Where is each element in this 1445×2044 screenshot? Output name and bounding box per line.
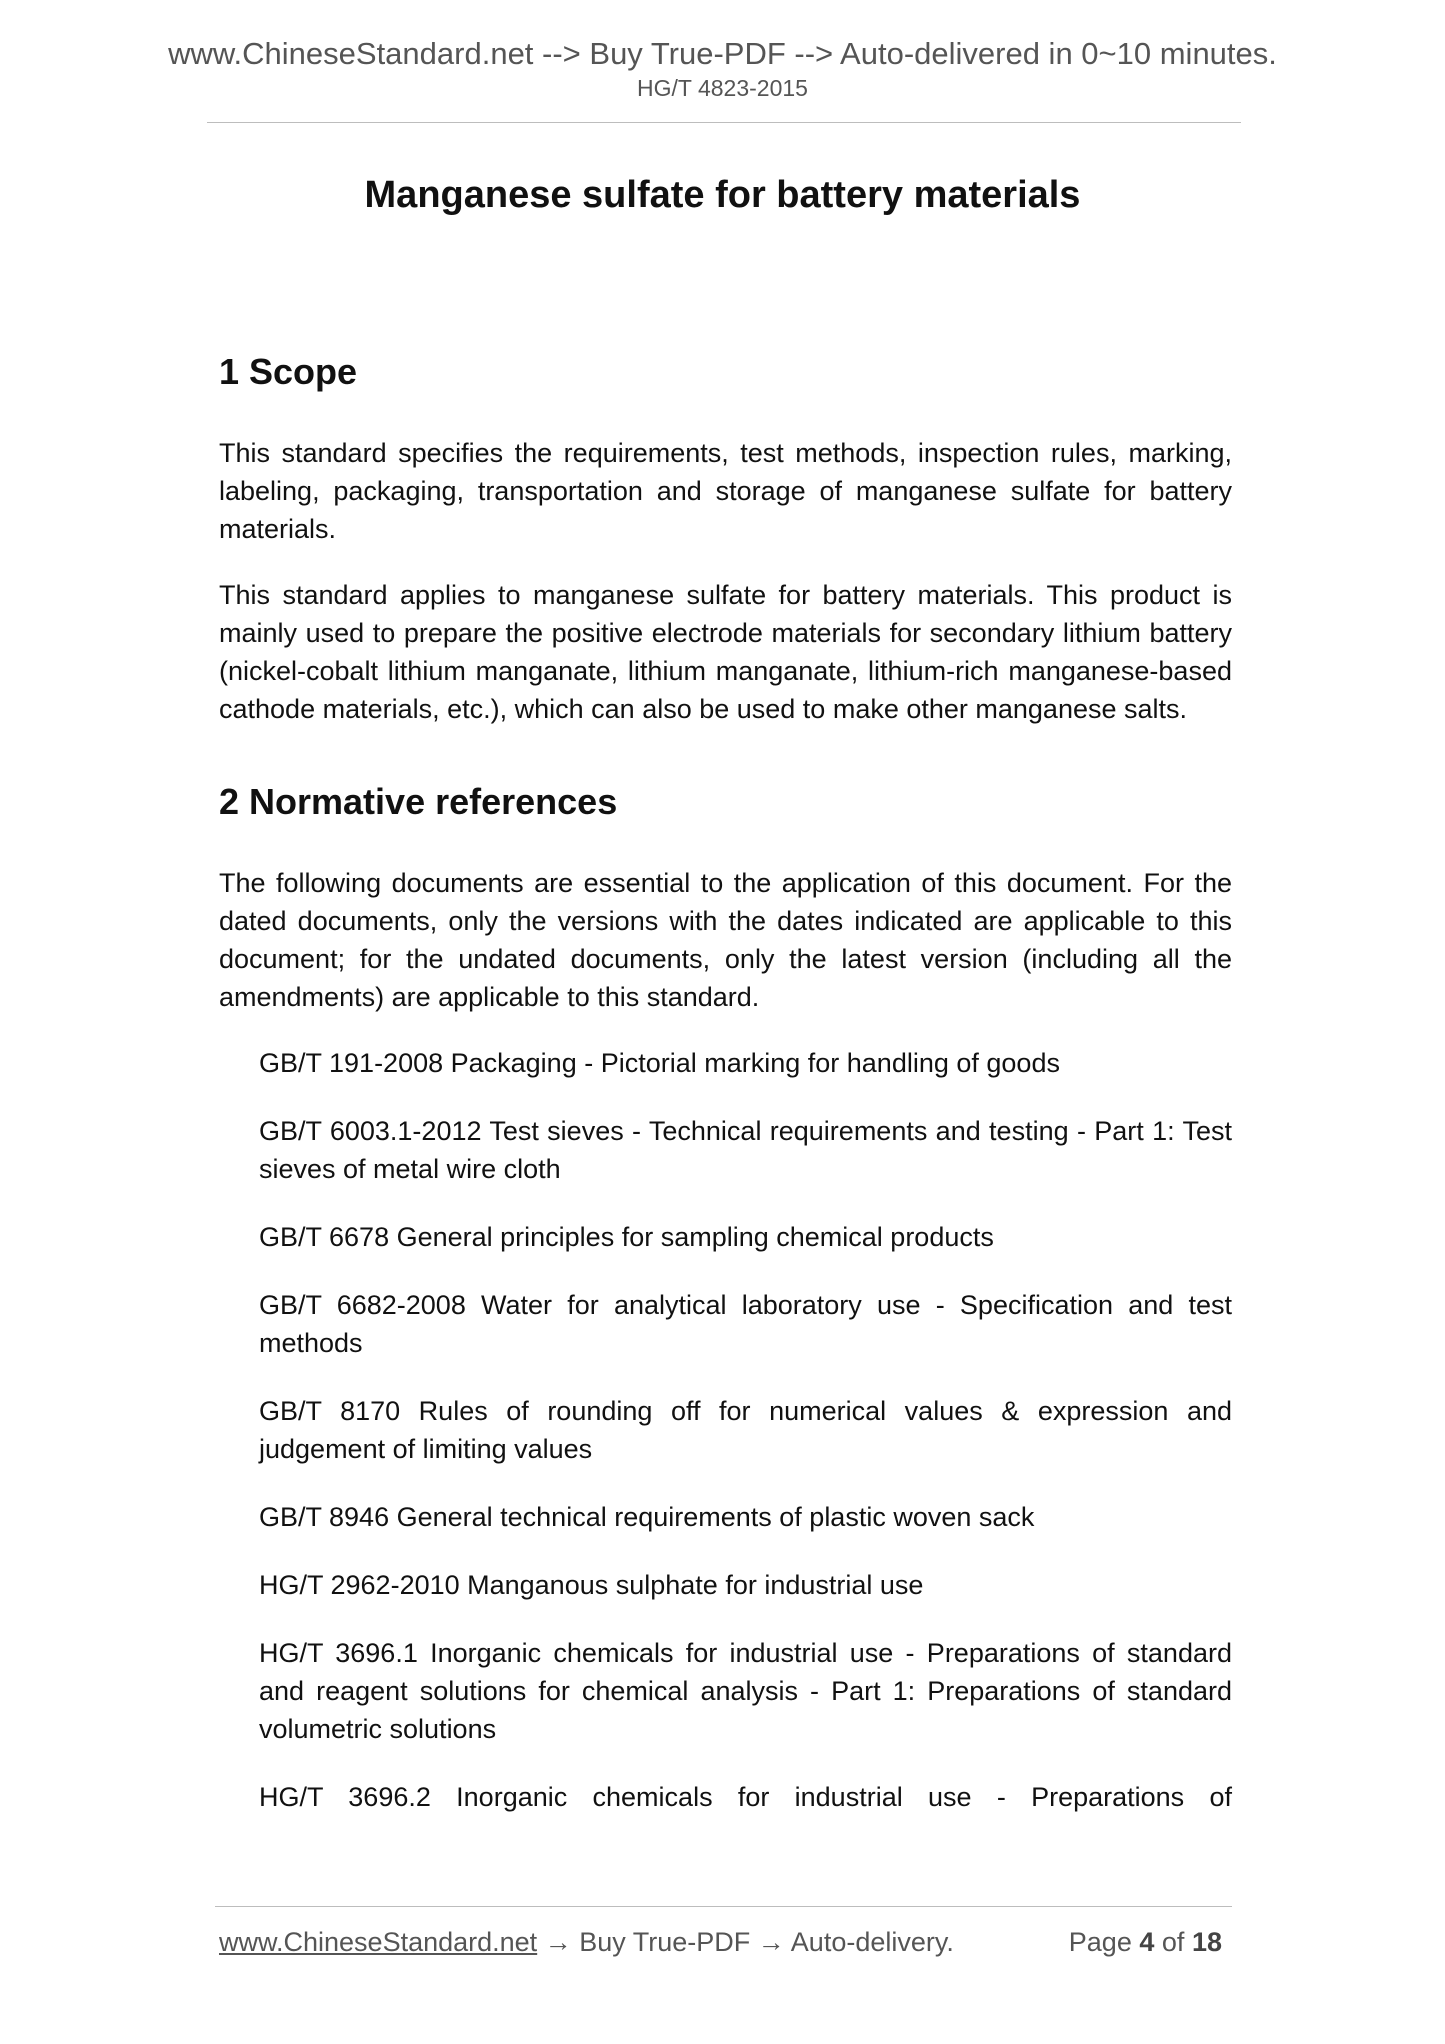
references-intro: The following documents are essential to the application of this document. For the dated documents, only the versions with the dates indicated are applicable to this document; for the undated documents, only the latest version (including all the amendments) are applicable to this standard. xyxy=(219,868,1232,1012)
section-2-heading: 2 Normative references xyxy=(219,781,618,822)
reference-item: GB/T 191-2008 Packaging - Pictorial marking for handling of goods xyxy=(259,1048,1060,1078)
reference-item: HG/T 2962-2010 Manganous sulphate for industrial use xyxy=(259,1570,924,1600)
document-body xyxy=(219,350,1232,1846)
page-indicator xyxy=(1069,1924,1222,1960)
reference-item: GB/T 6678 General principles for sampling chemical products xyxy=(259,1222,994,1252)
footer-site-link[interactable]: www.ChineseStandard.net xyxy=(219,1927,538,1957)
arrow-right-icon: → xyxy=(757,1927,785,1957)
top-banner: www.ChineseStandard.net --> Buy True-PDF --> Auto-delivered in 0~10 minutes. xyxy=(168,36,1277,71)
footer-buy-text: Buy True-PDF xyxy=(579,1927,751,1957)
header-divider xyxy=(207,122,1241,123)
reference-item: GB/T 8946 General technical requirements of plastic woven sack xyxy=(259,1502,1035,1532)
document-title: Manganese sulfate for battery materials xyxy=(364,174,1081,216)
reference-item: GB/T 6682-2008 Water for analytical laboratory use - Specification and test methods xyxy=(259,1290,1232,1358)
footer-auto-text: Auto-delivery. xyxy=(790,1927,954,1957)
scope-paragraph: This standard specifies the requirements, test methods, inspection rules, marking, labeling, packaging, transportation and storage of manganese sulfate for battery materials. xyxy=(219,438,1232,544)
reference-item: HG/T 3696.1 Inorganic chemicals for industrial use - Preparations of standard and reagent solutions for chemical analysis - Part 1: Preparations of standard volumetric solutions xyxy=(259,1638,1232,1744)
standard-code: HG/T 4823-2015 xyxy=(637,75,808,101)
reference-item: GB/T 8170 Rules of rounding off for numerical values & expression and judgement of limiting values xyxy=(259,1396,1232,1464)
section-1-heading: 1 Scope xyxy=(219,351,358,392)
reference-list xyxy=(219,1044,1232,1816)
scope-paragraph: This standard applies to manganese sulfate for battery materials. This product is mainly used to prepare the positive electrode materials for secondary lithium battery (nickel-cobalt lithium manganate, lithium manganate, lithium-rich manganese-based cathode materials, etc.), which can also be used to make other manganese salts. xyxy=(219,580,1232,724)
page-footer xyxy=(219,1924,1232,1960)
arrow-right-icon: → xyxy=(544,1927,572,1957)
of-label: of xyxy=(1161,1927,1185,1957)
total-pages: 18 xyxy=(1191,1927,1222,1957)
reference-item: HG/T 3696.2 Inorganic chemicals for industrial use - Preparations of xyxy=(259,1782,1232,1812)
reference-item: GB/T 6003.1-2012 Test sieves - Technical requirements and testing - Part 1: Test sieves of metal wire cloth xyxy=(259,1116,1232,1184)
footer-divider xyxy=(215,1906,1232,1907)
page-label: Page xyxy=(1068,1927,1132,1957)
page-number: 4 xyxy=(1139,1927,1155,1957)
